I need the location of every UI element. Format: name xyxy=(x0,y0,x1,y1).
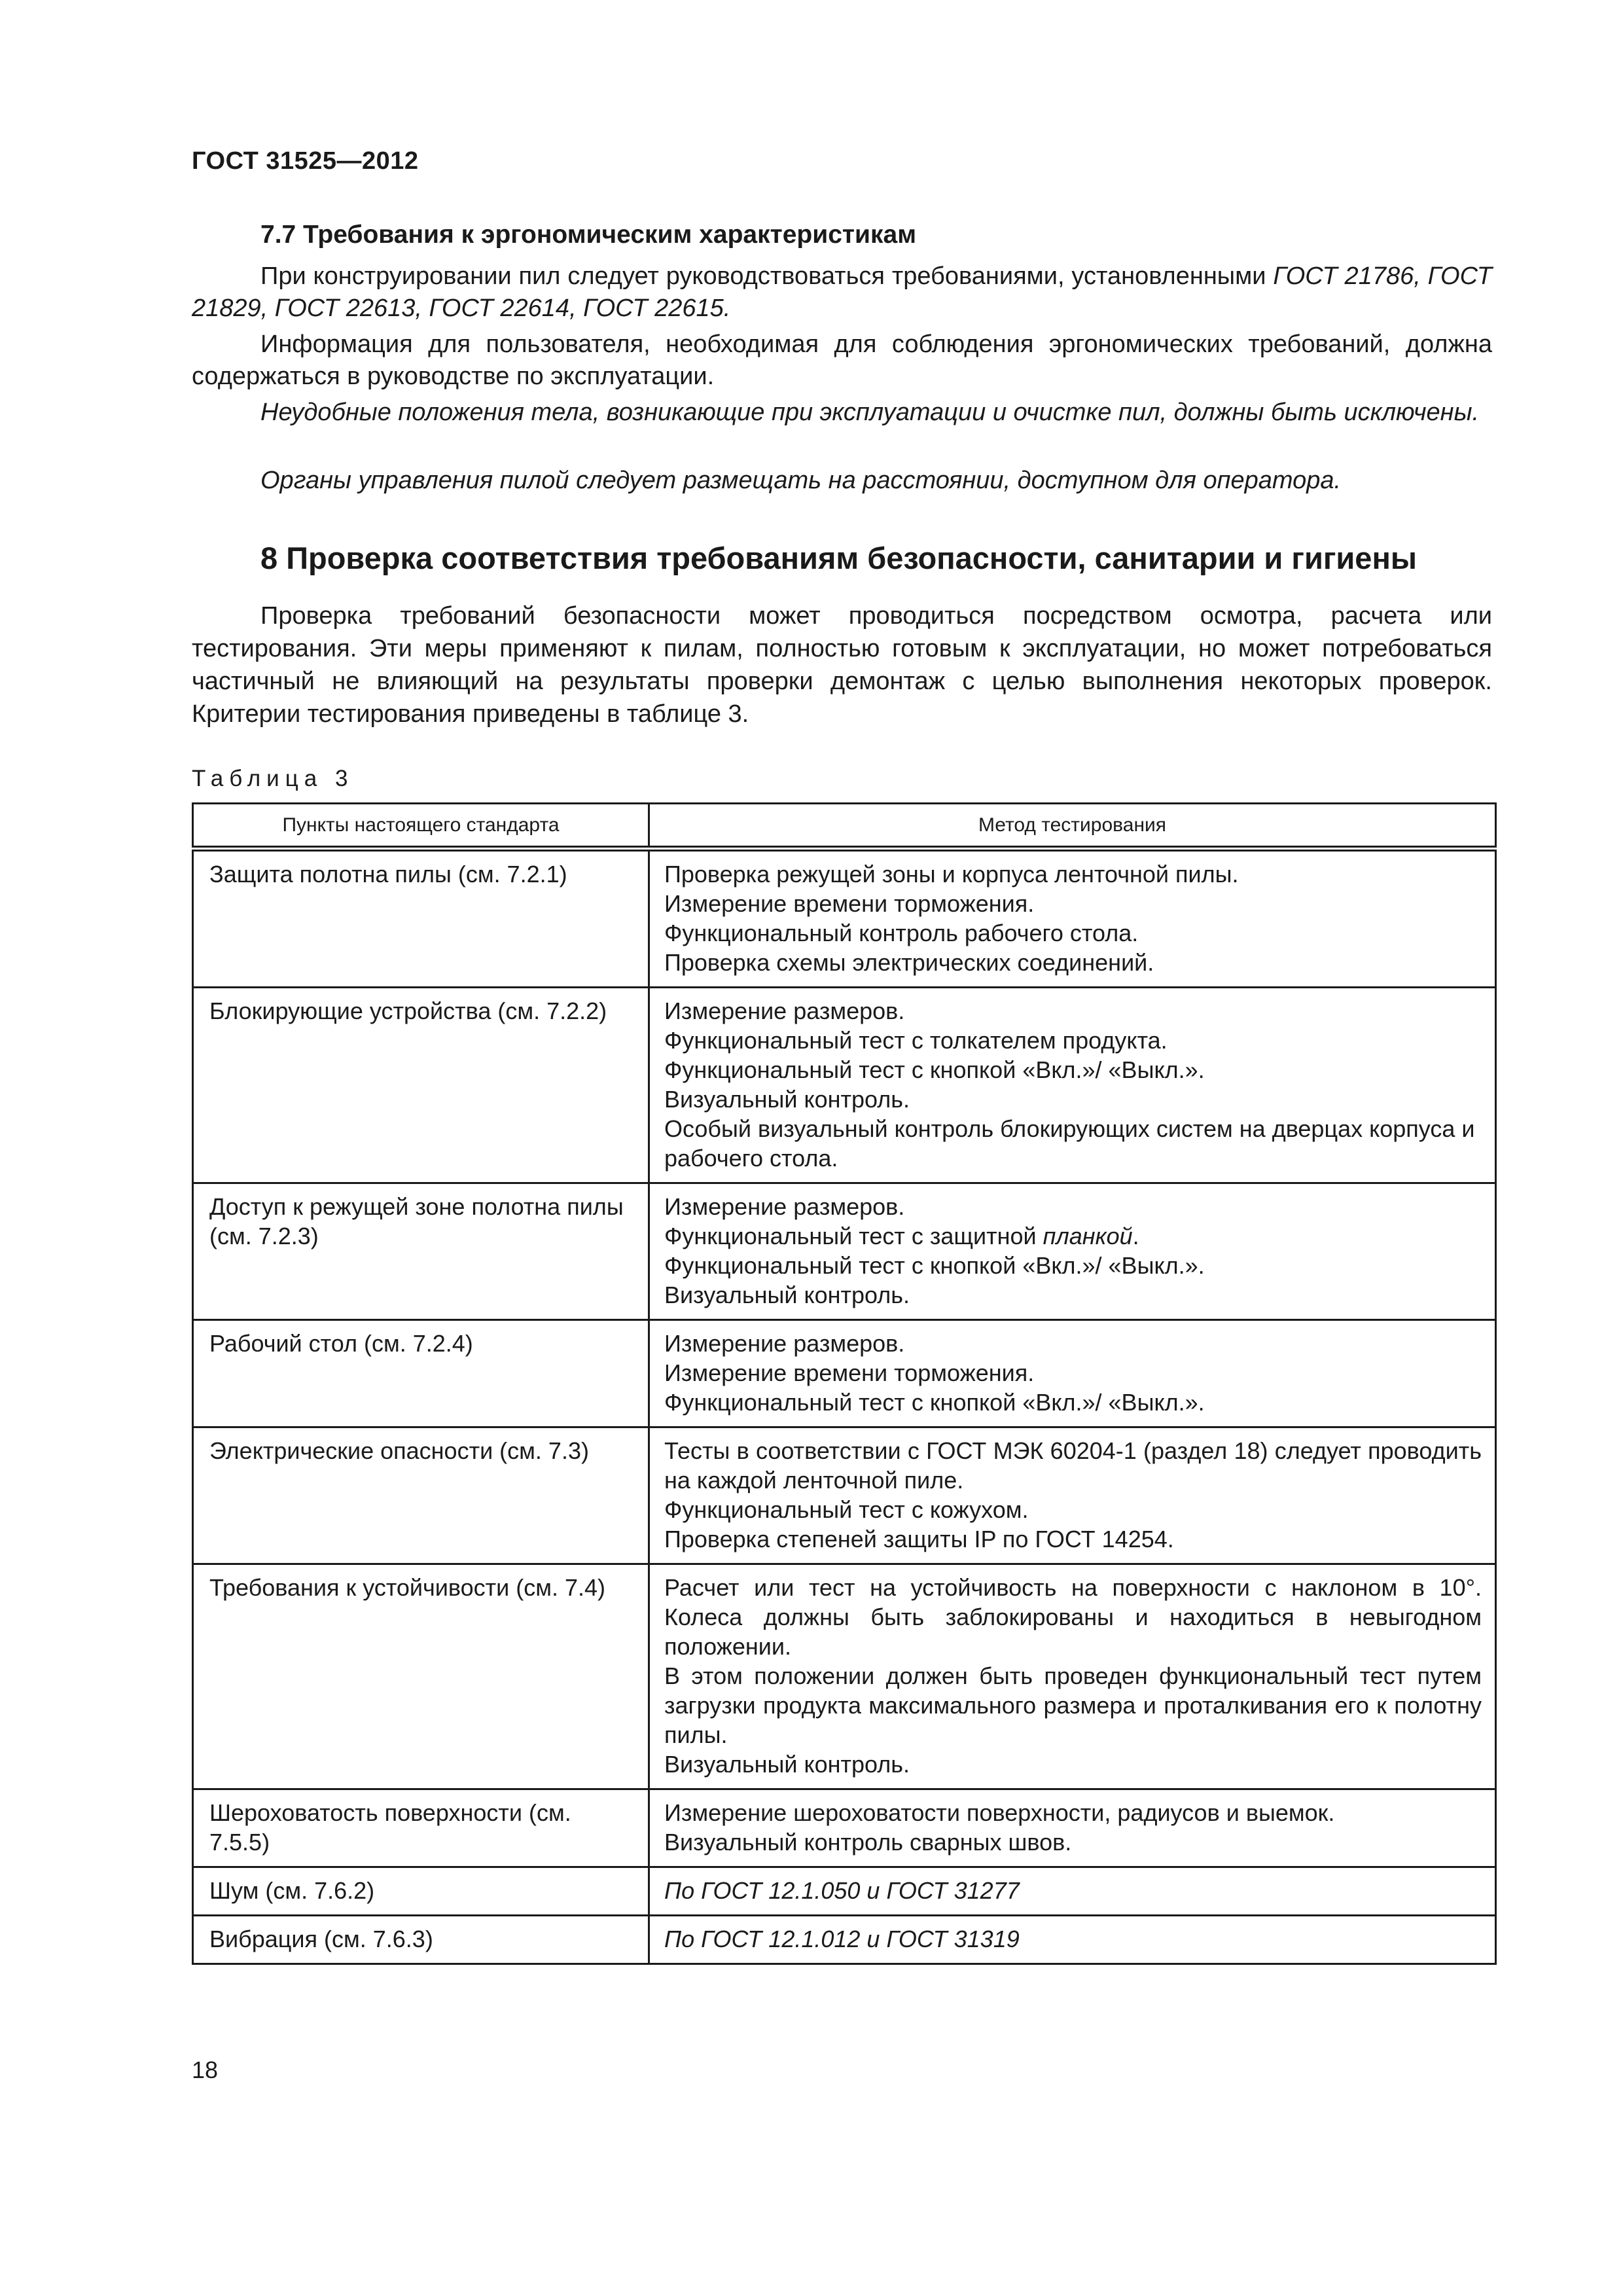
clause-cell: Шероховатость поверхности (см. 7.5.5) xyxy=(193,1789,649,1867)
method-line: Расчет или тест на устойчивость на поверхности с наклоном в 10°. Колеса должны быть заблокированы и находиться в невыгодном положении. xyxy=(664,1574,1482,1660)
method-text: Функциональный тест с защитной xyxy=(664,1223,1043,1249)
method-line: Функциональный тест с толкателем продукта. xyxy=(664,1027,1168,1054)
method-line: Измерение размеров. xyxy=(664,1330,905,1357)
method-line: Функциональный тест с кнопкой «Вкл.»/ «Выкл.». xyxy=(664,1389,1205,1416)
method-line: Измерение размеров. xyxy=(664,997,905,1024)
method-line: Визуальный контроль. xyxy=(664,1751,910,1778)
method-line: Проверка режущей зоны и корпуса ленточной пилы. xyxy=(664,861,1239,888)
method-cell xyxy=(649,988,1496,1183)
method-line: Проверка степеней защиты IP по ГОСТ 14254. xyxy=(664,1526,1174,1552)
method-line: Функциональный контроль рабочего стола. xyxy=(664,920,1139,946)
section-7-7-title: 7.7 Требования к эргономическим характеристикам xyxy=(260,221,917,249)
table-row xyxy=(193,1916,1496,1964)
method-cell xyxy=(649,1320,1496,1427)
method-line: Визуальный контроль. xyxy=(664,1282,910,1308)
table-row xyxy=(193,1183,1496,1320)
method-line: Проверка схемы электрических соединений. xyxy=(664,949,1154,976)
clause-cell: Шум (см. 7.6.2) xyxy=(193,1867,649,1916)
method-line: Особый визуальный контроль блокирующих систем на дверцах корпуса и рабочего стола. xyxy=(664,1115,1475,1172)
table-row xyxy=(193,988,1496,1183)
page-number: 18 xyxy=(192,2056,219,2083)
table-row xyxy=(193,1427,1496,1564)
table-header-row xyxy=(193,804,1496,849)
paragraph-text: При конструировании пил следует руководствоваться требованиями, установленными xyxy=(260,262,1274,290)
method-cell: По ГОСТ 12.1.012 и ГОСТ 31319 xyxy=(649,1916,1496,1964)
table-row xyxy=(193,1564,1496,1789)
section-7-7-paragraph-2: Информация для пользователя, необходимая для соблюдения эргономических требований, должна содержаться в руководстве по эксплуатации. xyxy=(192,331,1492,390)
document-header: ГОСТ 31525—2012 xyxy=(192,147,419,175)
testing-criteria-table xyxy=(192,802,1497,1965)
column-header-clauses: Пункты настоящего стандарта xyxy=(193,804,649,849)
method-line: Функциональный тест с кнопкой «Вкл.»/ «Выкл.». xyxy=(664,1056,1205,1083)
table-row xyxy=(193,1789,1496,1867)
section-8-title: 8 Проверка соответствия требованиям безопасности, санитарии и гигиены xyxy=(260,541,1417,575)
method-cell xyxy=(649,849,1496,988)
method-emphasis: планкой xyxy=(1043,1223,1133,1249)
clause-cell: Электрические опасности (см. 7.3) xyxy=(193,1427,649,1564)
method-line: Измерение времени торможения. xyxy=(664,1359,1035,1386)
method-line: Измерение размеров. xyxy=(664,1193,905,1220)
table-row xyxy=(193,1320,1496,1427)
method-cell xyxy=(649,1789,1496,1867)
table-row xyxy=(193,1867,1496,1916)
method-line: Измерение времени торможения. xyxy=(664,890,1035,917)
clause-cell: Доступ к режущей зоне полотна пилы (см. 7.2.3) xyxy=(193,1183,649,1320)
table-caption: Таблица 3 xyxy=(192,766,354,791)
method-line: Функциональный тест с кожухом. xyxy=(664,1496,1029,1523)
method-cell: По ГОСТ 12.1.050 и ГОСТ 31277 xyxy=(649,1867,1496,1916)
clause-cell: Блокирующие устройства (см. 7.2.2) xyxy=(193,988,649,1183)
clause-cell: Вибрация (см. 7.6.3) xyxy=(193,1916,649,1964)
method-cell xyxy=(649,1564,1496,1789)
method-text: . xyxy=(1132,1223,1139,1249)
column-header-method: Метод тестирования xyxy=(649,804,1496,849)
section-7-7-paragraph-4: Органы управления пилой следует размещать на расстоянии, доступном для оператора. xyxy=(260,467,1342,494)
table-row xyxy=(193,849,1496,988)
method-line: Функциональный тест с кнопкой «Вкл.»/ «Выкл.». xyxy=(664,1252,1205,1279)
method-line: Измерение шероховатости поверхности, радиусов и выемок. xyxy=(664,1799,1335,1826)
method-cell xyxy=(649,1183,1496,1320)
section-8-paragraph-1: Проверка требований безопасности может проводиться посредством осмотра, расчета или тестирования. Эти меры применяют к пилам, полностью готовым к эксплуатации, но может потребоваться частичный не влияющий на результаты проверки демонтаж с целью выполнения некоторых проверок. Критерии тестирования приведены в таблице 3. xyxy=(192,602,1492,728)
section-7-7-paragraph-3: Неудобные положения тела, возникающие при эксплуатации и очистке пил, должны быть исключены. xyxy=(260,399,1480,426)
method-line: В этом положении должен быть проведен функциональный тест путем загрузки продукта максимального размера и проталкивания его к полотну пилы. xyxy=(664,1662,1482,1748)
clause-cell: Требования к устойчивости (см. 7.4) xyxy=(193,1564,649,1789)
clause-cell: Рабочий стол (см. 7.2.4) xyxy=(193,1320,649,1427)
method-cell xyxy=(649,1427,1496,1564)
clause-cell: Защита полотна пилы (см. 7.2.1) xyxy=(193,849,649,988)
section-7-7-paragraph-1 xyxy=(192,260,1492,325)
method-line: Визуальный контроль. xyxy=(664,1086,910,1113)
method-line: Тесты в соответствии с ГОСТ МЭК 60204-1 (раздел 18) следует проводить на каждой ленточной пиле. xyxy=(664,1437,1482,1494)
method-line: Визуальный контроль сварных швов. xyxy=(664,1829,1072,1856)
method-line xyxy=(664,1221,1482,1251)
standards-references: ГОСТ 21786, ГОСТ 21829, ГОСТ 22613, ГОСТ 22614, ГОСТ 22615. xyxy=(192,262,1493,322)
